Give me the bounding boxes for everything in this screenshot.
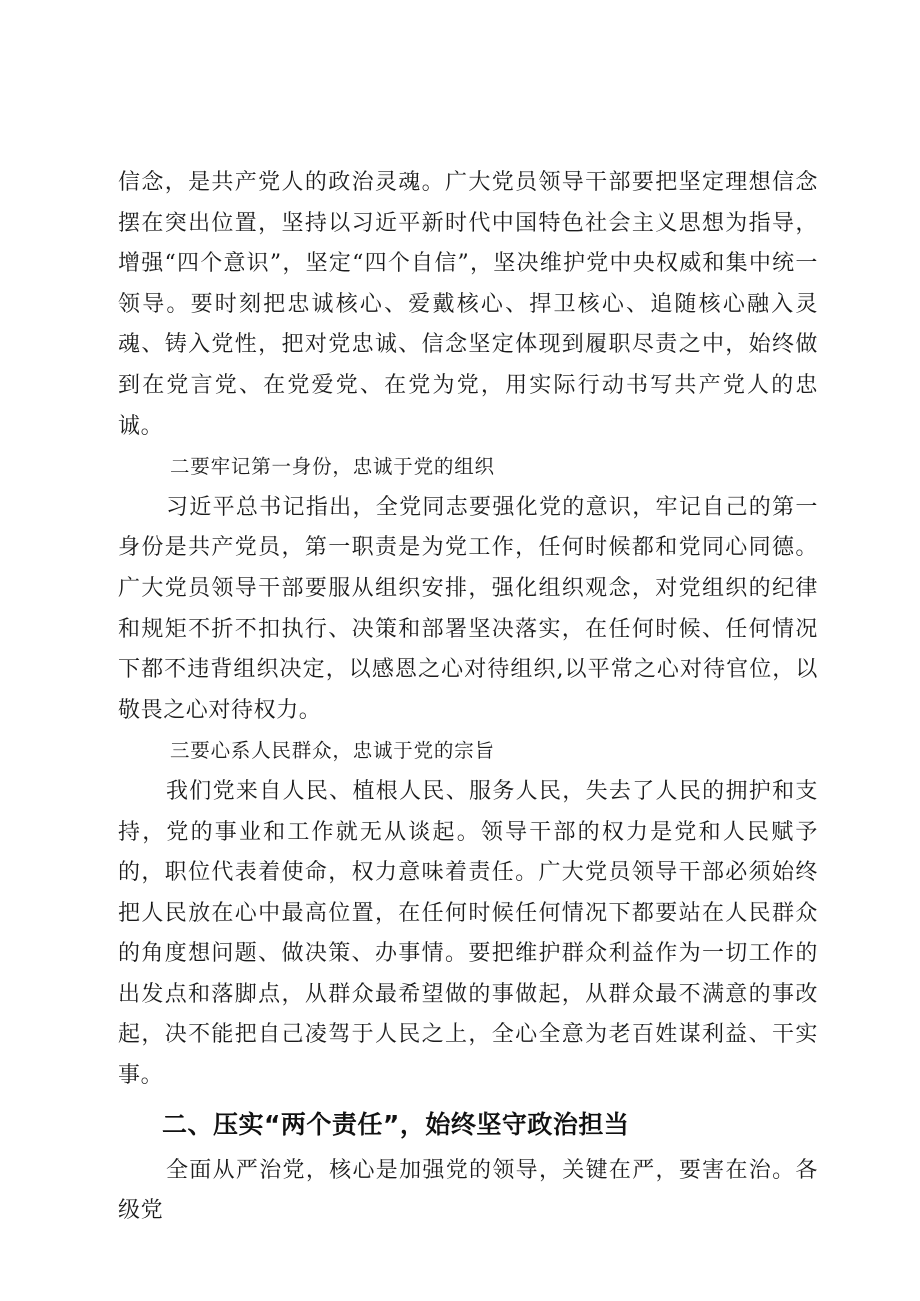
paragraph-party-organization: 习近平总书记指出，全党同志要强化党的意识，牢记自己的第一身份是共产党员，第一职责是为党工作，任何时候都和党同心同德。广大党员领导干部要服从组织安排，强化组织观念，对党组织的纪律和规矩不折不扣执行、决策和部署坚决落实，在任何时候、任何情况下都不违背组织决定，以感恩之心对待组织,以平常之心对待官位，以敬畏之心对待权力。 [118, 494, 818, 723]
subheading-party-organization: 二要牢记第一身份，忠诚于党的组织 [170, 455, 495, 479]
paragraph-loyalty-conviction: 信念，是共产党人的政治灵魂。广大党员领导干部要把坚定理想信念摆在突出位置，坚持以习近平新时代中国特色社会主义思想为指导，增强“四个意识”，坚定“四个自信”，坚决维护党中央权威和集中统一领导。要时刻把忠诚核心、爱戴核心、捍卫核心、追随核心融入灵魂、铸入党性，把对党忠诚、信念坚定体现到履职尽责之中，始终做到在党言党、在党爱党、在党为党，用实际行动书写共产党人的忠诚。 [118, 170, 818, 439]
paragraph-strict-governance: 全面从严治党，核心是加强党的领导，关键在严，要害在治。各级党 [118, 1157, 818, 1224]
document-body [118, 163, 818, 1232]
section-heading-two-responsibilities: 二、压实“两个责任”，始终坚守政治担当 [162, 1109, 630, 1139]
paragraph-people-masses: 我们党来自人民、植根人民、服务人民，失去了人民的拥护和支持，党的事业和工作就无从谈起。领导干部的权力是党和人民赋予的，职位代表着使命，权力意味着责任。广大党员领导干部必须始终把人民放在心中最高位置，在任何时候任何情况下都要站在人民群众的角度想问题、做决策、办事情。要把维护群众利益作为一切工作的出发点和落脚点，从群众最希望做的事做起，从群众最不满意的事改起，决不能把自己凌驾于人民之上，全心全意为老百姓谋利益、干实事。 [118, 778, 818, 1089]
subheading-party-purpose: 三要心系人民群众，忠诚于党的宗旨 [170, 739, 495, 763]
